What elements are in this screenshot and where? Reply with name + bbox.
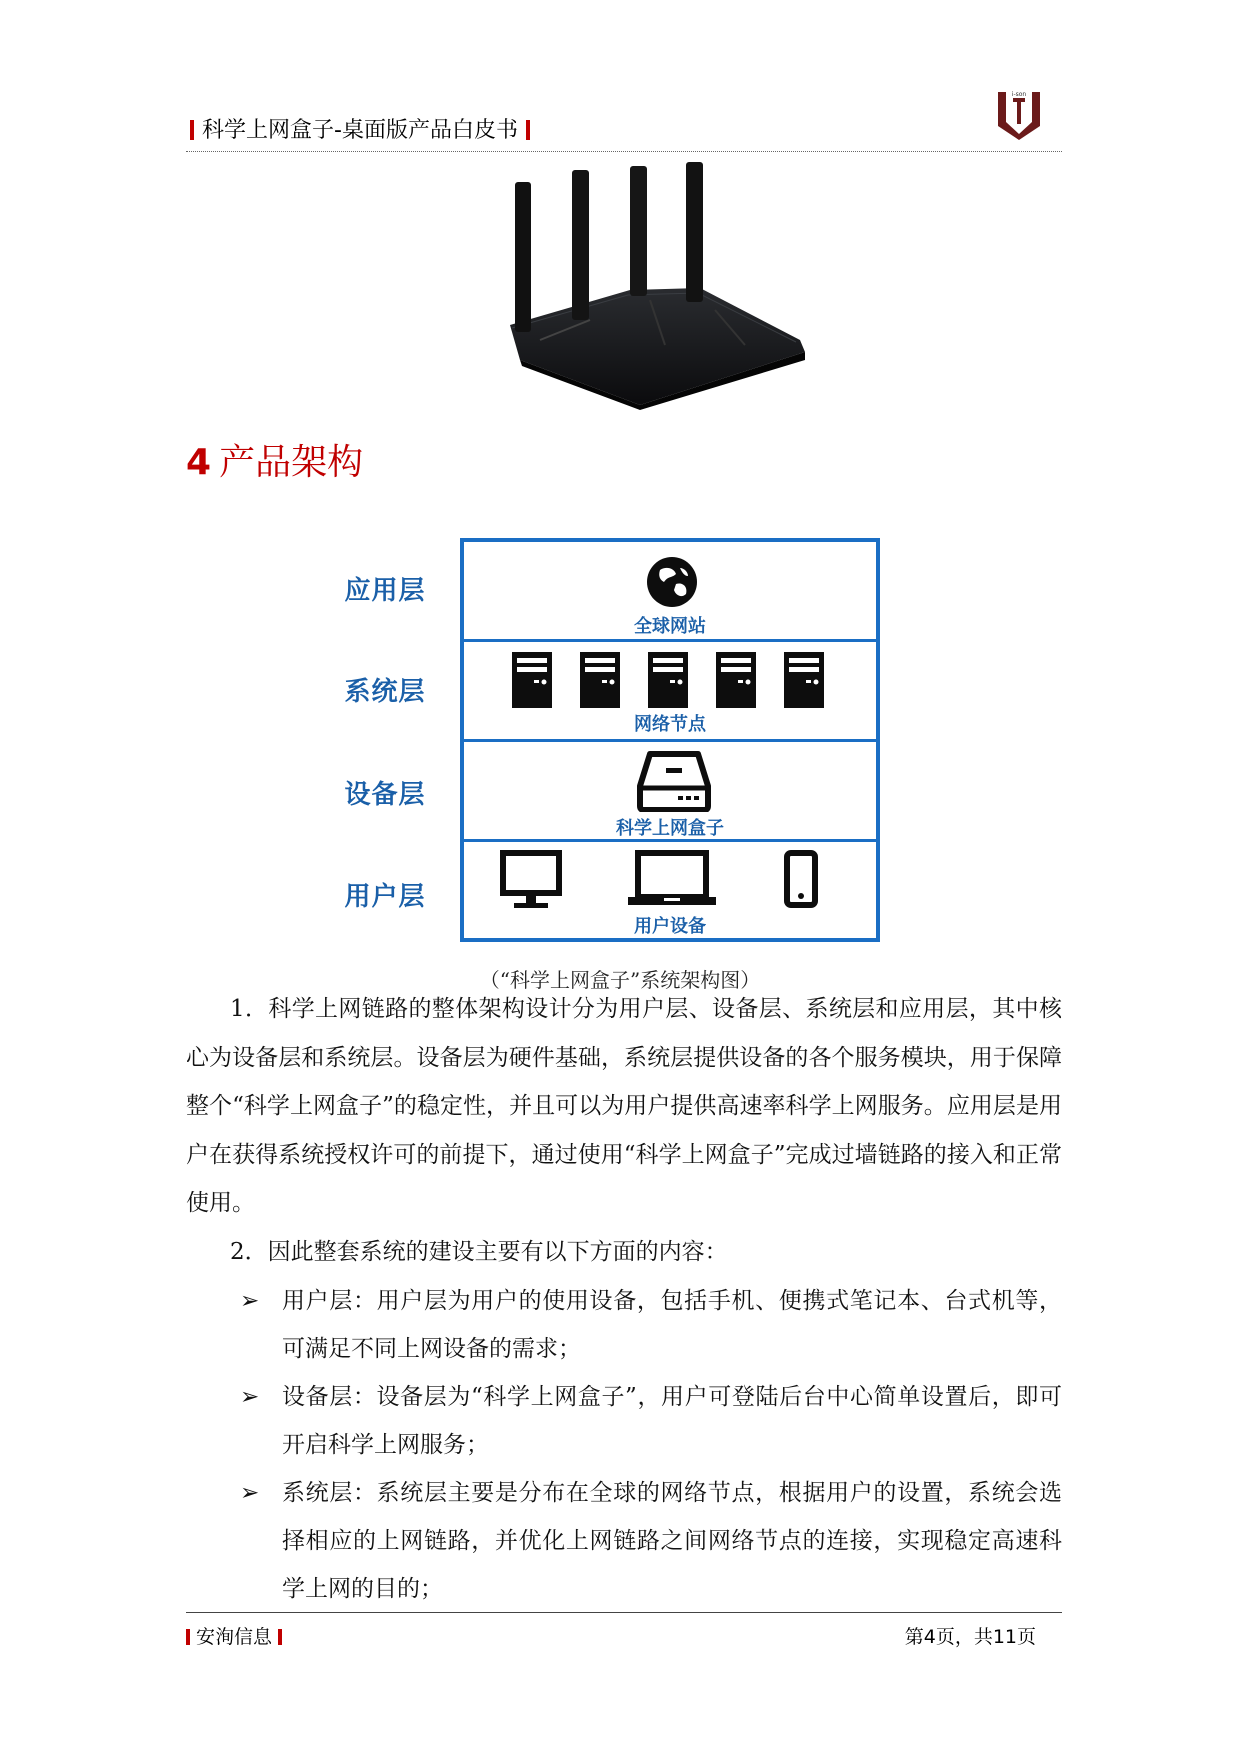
desktop-monitor-icon <box>500 850 562 912</box>
router-image <box>500 160 805 410</box>
server-icons <box>512 652 828 712</box>
diagram-caption: （“科学上网盒子”系统架构图） <box>479 968 761 992</box>
user-layer-caption: 用户设备 <box>634 916 706 937</box>
company-logo <box>996 88 1042 140</box>
layer-label-user: 用户层 <box>344 882 426 912</box>
application-layer-caption: 全球网站 <box>634 616 706 637</box>
laptop-icon <box>628 850 716 910</box>
bullet-text: 设备层：设备层为“科学上网盒子”，用户可登陆后台中心简单设置后，即可开启科学上网服务； <box>282 1384 1062 1458</box>
bullet-arrow-icon: ➢ <box>240 1480 260 1506</box>
bullet-text: 系统层：系统层主要是分布在全球的网络节点，根据用户的设置，系统会选择相应的上网链路，并优化上网链路之间网络节点的连接，实现稳定高速科学上网的目的； <box>282 1480 1062 1602</box>
globe-icon <box>646 556 698 608</box>
section-number: 4 <box>186 442 212 483</box>
paragraph-1 <box>186 985 1062 1228</box>
bullet-item-user-layer <box>240 1277 1062 1373</box>
page-number: 第4页，共11页 <box>904 1626 1036 1648</box>
server-icon <box>648 652 688 708</box>
footer-left-bar <box>186 1629 190 1645</box>
server-icon <box>716 652 756 708</box>
footer-divider <box>186 1612 1062 1613</box>
bullet-item-device-layer <box>240 1373 1062 1469</box>
paragraph-2-text: 2．因此整套系统的建设主要有以下方面的内容： <box>230 1239 728 1265</box>
layer-label-system: 系统层 <box>344 677 426 707</box>
device-layer-cell <box>464 742 876 842</box>
section-heading <box>186 440 363 486</box>
server-icon <box>512 652 552 708</box>
footer-company-text: 安洵信息 <box>196 1626 273 1648</box>
header-divider <box>186 151 1062 152</box>
system-layer-cell <box>464 642 876 742</box>
layers-box <box>460 538 880 942</box>
bullet-item-system-layer <box>240 1469 1062 1613</box>
layer-label-device: 设备层 <box>344 780 426 810</box>
bullet-text: 用户层：用户层为用户的使用设备，包括手机、便携式笔记本、台式机等，可满足不同上网设备的需求； <box>282 1288 1062 1362</box>
section-title-text: 产品架构 <box>219 442 364 483</box>
device-layer-caption: 科学上网盒子 <box>616 818 724 839</box>
header-right-bar <box>526 120 530 140</box>
application-layer-cell <box>464 542 876 642</box>
architecture-diagram <box>330 538 890 950</box>
user-layer-cell <box>464 842 876 938</box>
header-title <box>190 116 530 146</box>
server-icon <box>784 652 824 708</box>
paragraph-2 <box>186 1228 1062 1277</box>
header-left-bar <box>190 120 194 140</box>
system-layer-caption: 网络节点 <box>634 714 706 735</box>
bullet-arrow-icon: ➢ <box>240 1288 260 1314</box>
footer-right-bar <box>278 1629 282 1645</box>
bullet-arrow-icon: ➢ <box>240 1384 260 1410</box>
paragraph-1-text: 1．科学上网链路的整体架构设计分为用户层、设备层、系统层和应用层，其中核心为设备层和系统层。设备层为硬件基础，系统层提供设备的各个服务模块，用于保障整个“科学上网盒子”的稳定性，并且可以为用户提供高速率科学上网服务。应用层是用户在获得系统授权许可的前提下，通过使用“科学上网盒子”完成过墙链路的接入和正常使用。 <box>186 996 1062 1217</box>
footer-company <box>186 1622 282 1649</box>
layer-label-application: 应用层 <box>344 576 426 606</box>
logo-text: i-son <box>1011 91 1027 98</box>
phone-icon <box>784 850 818 908</box>
server-icon <box>580 652 620 708</box>
header-title-text: 科学上网盒子-桌面版产品白皮书 <box>202 118 518 143</box>
box-device-icon <box>636 750 712 812</box>
